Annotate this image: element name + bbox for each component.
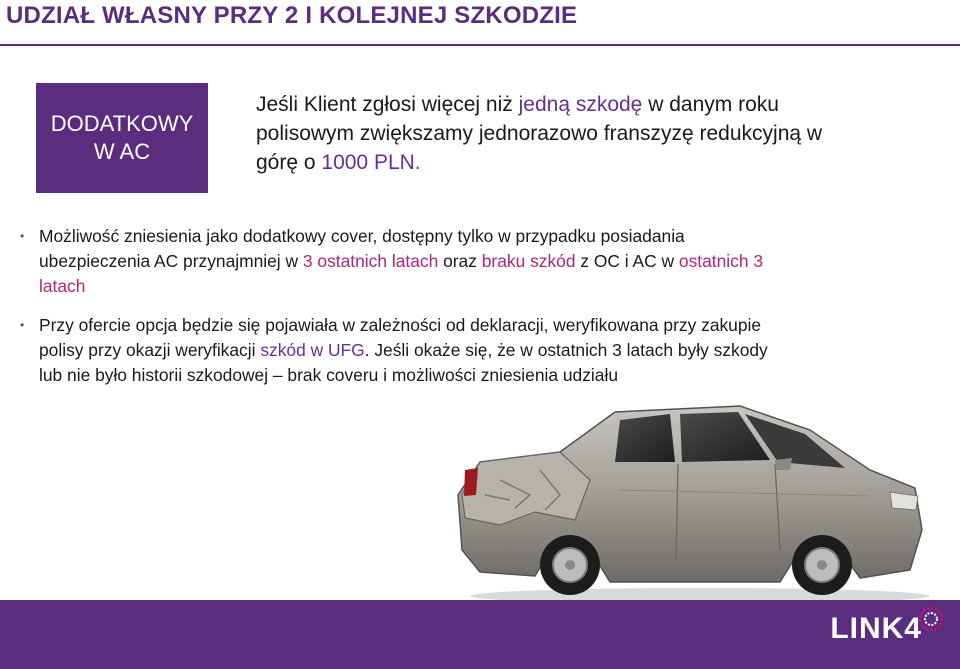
bullet-2-line-1: Przy ofercie opcja będzie się pojawiała w zależności od deklaracji, weryfikowana przy zakupie (39, 315, 762, 335)
link4-logo-text: LINK4 (830, 612, 922, 645)
footer-bar (0, 600, 960, 669)
taillight (464, 468, 478, 496)
bullet-1-line-2 (39, 249, 940, 274)
page-title: UDZIAŁ WŁASNY PRZY 2 I KOLEJNEJ SZKODZIE (6, 2, 578, 29)
bullet-list (20, 224, 940, 402)
bullet-text-segment: ubezpieczenia AC przynajmniej w (39, 251, 303, 271)
damaged-car-photo (440, 400, 930, 605)
title-divider (0, 44, 960, 46)
badge-line-1: DODATKOWY (50, 111, 194, 136)
intro-text (256, 90, 936, 177)
addon-badge (36, 83, 208, 193)
bullet-dot-icon: • (20, 229, 25, 243)
bullet-highlight: ostatnich 3 (678, 251, 764, 271)
intro-line-3 (256, 148, 936, 177)
intro-text-segment: górę o (256, 151, 322, 174)
crumpled-trunk (462, 452, 590, 525)
bullet-item-1 (20, 224, 940, 299)
intro-text-segment: w danym roku (642, 93, 779, 116)
bullet-highlight: szkód w UFG (260, 340, 365, 360)
bullet-highlight: 3 ostatnich latach (302, 251, 439, 271)
bullet-text-segment: z OC i AC w (575, 251, 679, 271)
intro-highlight-amount: 1000 PLN. (321, 151, 421, 174)
bullet-item-2 (20, 313, 940, 388)
bullet-1-line-1: Możliwość zniesienia jako dodatkowy cover, dostępny tylko w przypadku posiadania (39, 226, 685, 246)
front-wheel (792, 535, 852, 595)
bullet-1-line-3: latach (39, 276, 86, 296)
rear-wheel (540, 535, 600, 595)
intro-highlight-claim: jedną szkodę (518, 93, 643, 116)
badge-line-2: W AC (93, 139, 151, 164)
bullet-2-line-3: lub nie było historii szkodowej – brak coveru i możliwości zniesienia udziału (39, 365, 618, 385)
rear-window (615, 414, 675, 462)
side-mirror (775, 458, 792, 470)
link4-swirl-icon (916, 604, 946, 634)
bullet-dot-icon: • (20, 318, 25, 332)
intro-line-1 (256, 90, 936, 119)
intro-line-2: polisowym zwiększamy jednorazowo franszyzę redukcyjną w (256, 122, 823, 145)
bullet-text-segment: polisy przy okazji weryfikacji (39, 340, 261, 360)
intro-text-segment: Jeśli Klient zgłosi więcej niż (256, 93, 519, 116)
bullet-text-segment: . Jeśli okaże się, że w ostatnich 3 latach były szkody (364, 340, 768, 360)
bullet-text-segment: oraz (438, 251, 482, 271)
bullet-2-line-2 (39, 338, 940, 363)
bullet-highlight: braku szkód (481, 251, 576, 271)
